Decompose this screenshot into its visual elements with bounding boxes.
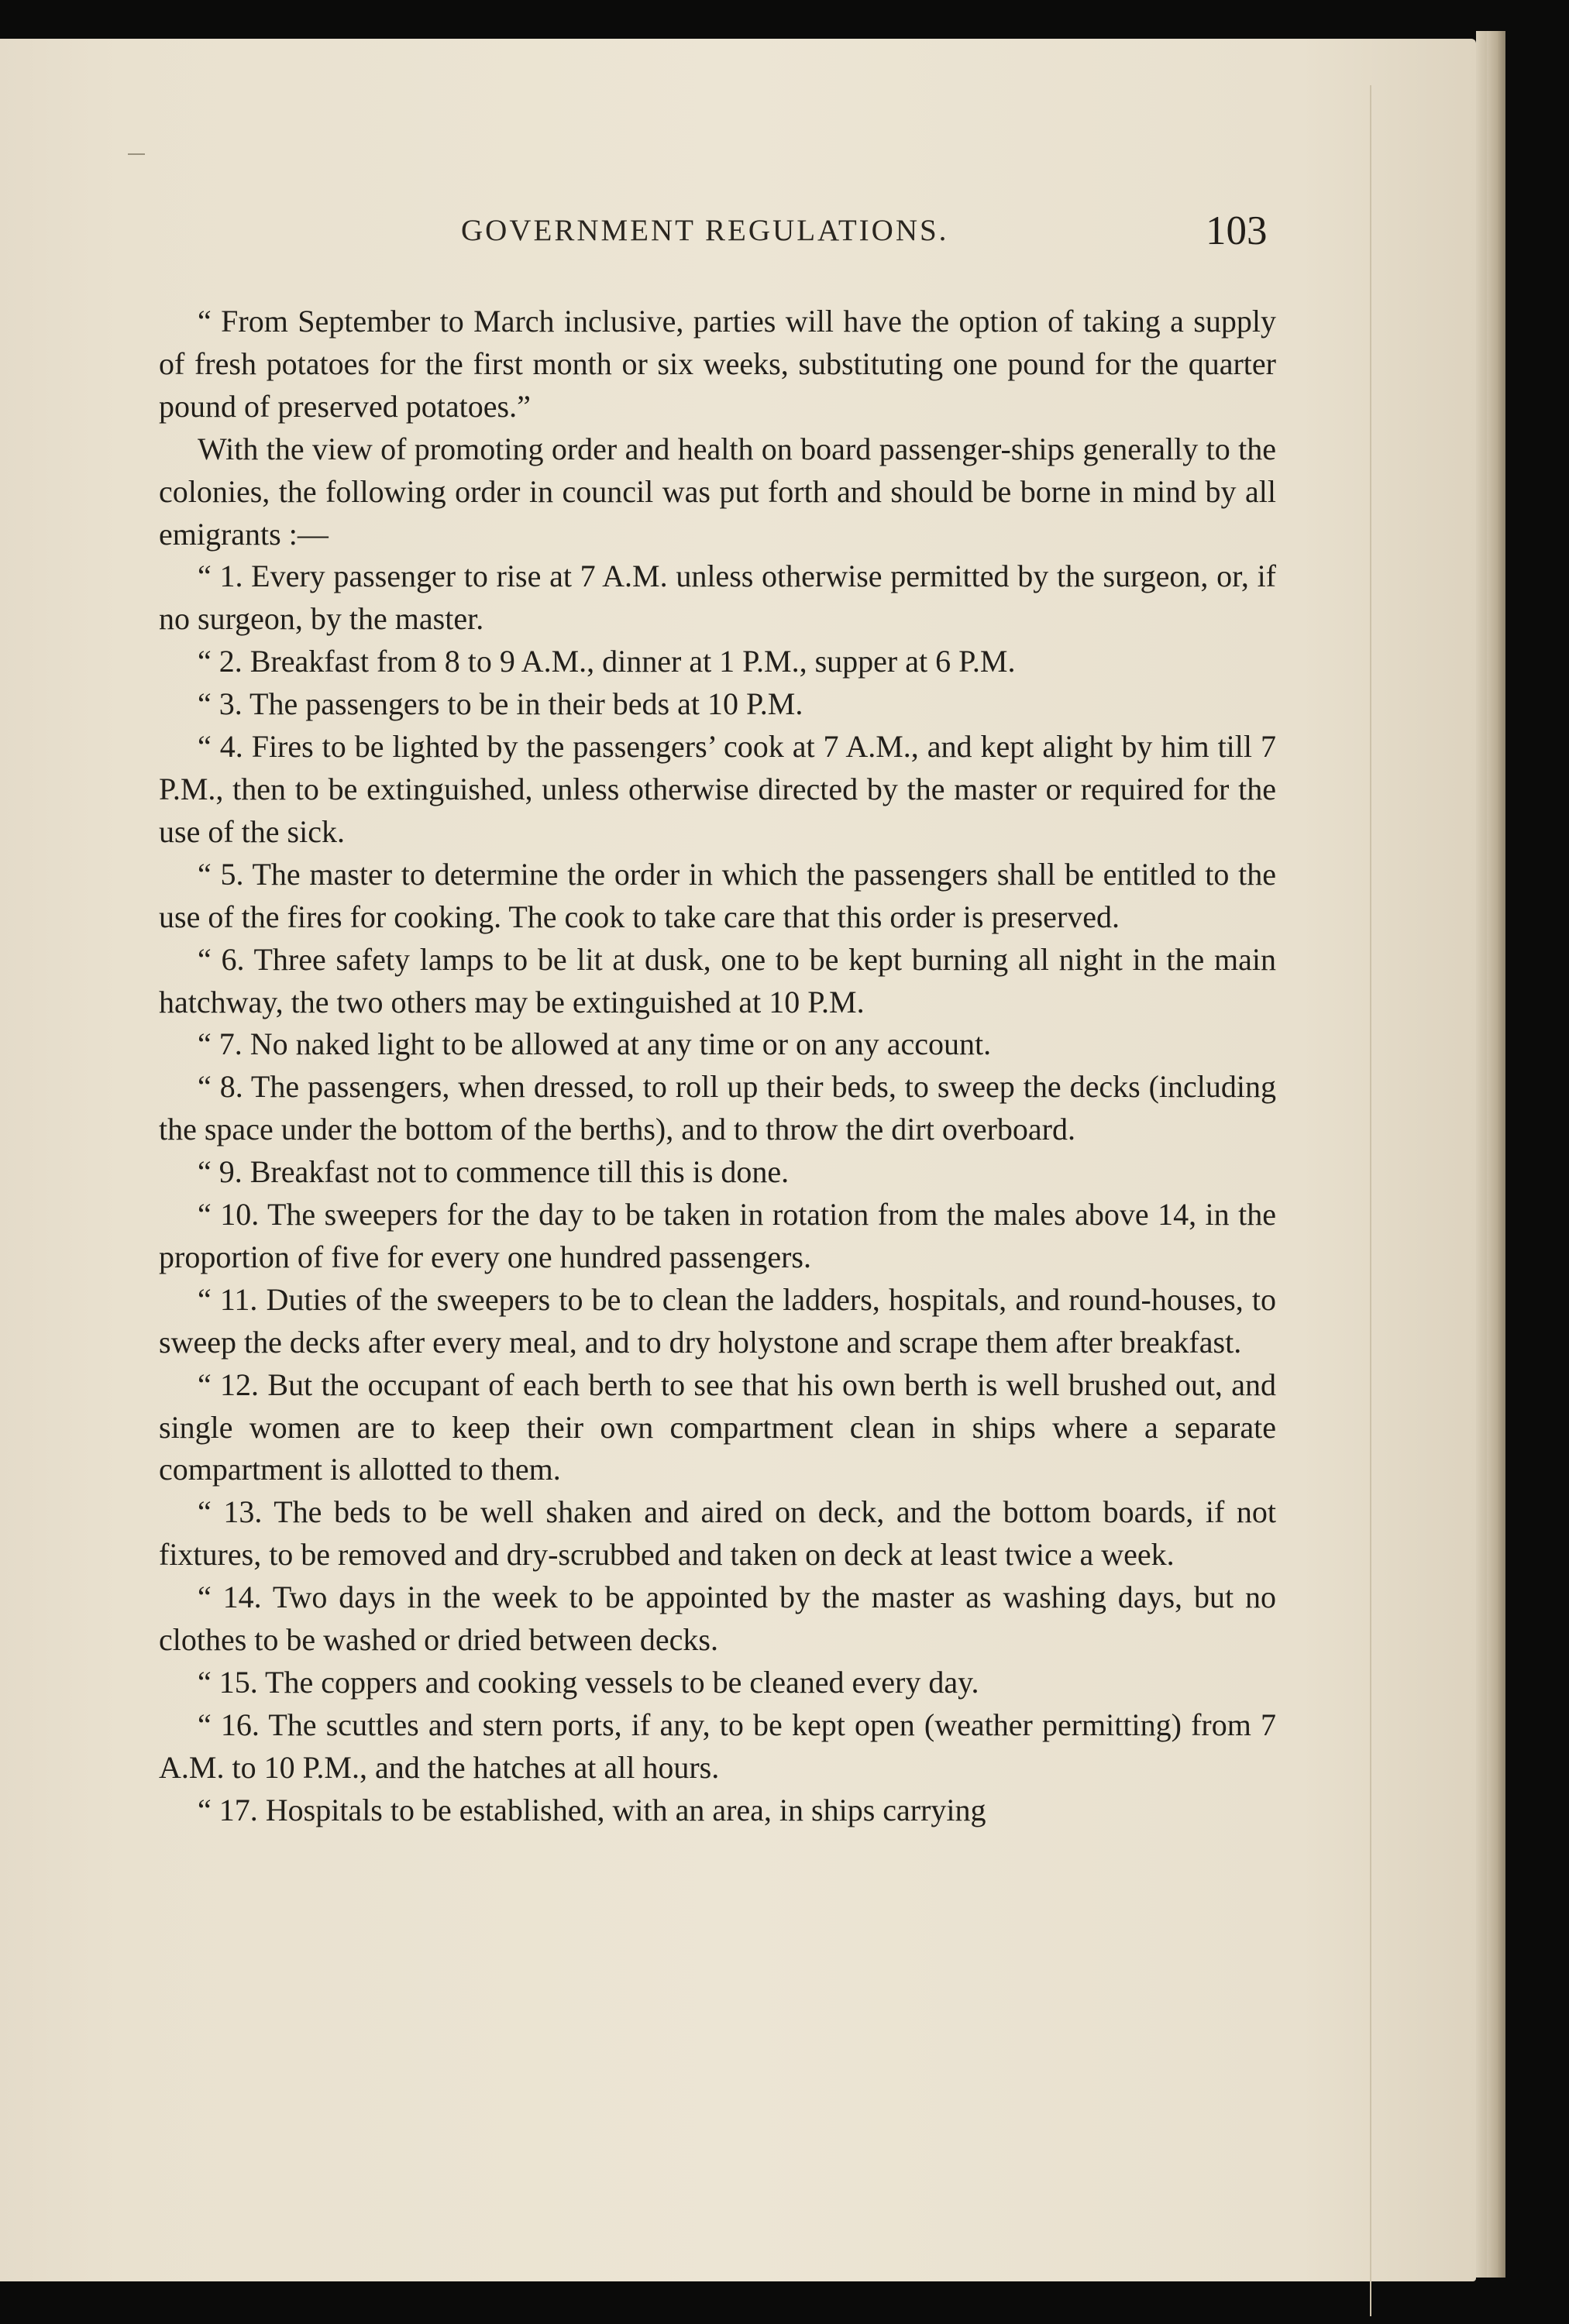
rule-5: “ 5. The master to determine the order in which the passengers shall be entitled to the use of the fires for cooking. The cook to take care that this order is preserved. (159, 856, 1276, 934)
rule-10: “ 10. The sweepers for the day to be taken in rotation from the males above 14, in the proportion of five for every one hundred passengers. (159, 1197, 1276, 1274)
book-page (0, 39, 1476, 2281)
rule-8: “ 8. The passengers, when dressed, to roll up their beds, to sweep the decks (including the space under the bottom of the berths), and to throw the dirt overboard. (159, 1069, 1276, 1147)
rule-7: “ 7. No naked light to be allowed at any time or on any account. (198, 1026, 992, 1062)
paragraph: With the view of promoting order and health on board passenger-ships generally to the colonies, the following order in council was put forth and should be borne in mind by all emigrants :— (159, 431, 1276, 552)
page-edge (1498, 31, 1505, 2278)
rule-13: “ 13. The beds to be well shaken and aired on deck, and the bottom boards, if not fixtures, to be removed and dry-scrubbed and taken on deck at least twice a week. (159, 1494, 1276, 1573)
rule-11: “ 11. Duties of the sweepers to be to clean the ladders, hospitals, and round-houses, to sweep the decks after every meal, and to dry holystone and scrape them after breakfast. (159, 1281, 1276, 1360)
rule-16: “ 16. The scuttles and stern ports, if any, to be kept open (weather permitting) from 7 A.M. to 10 P.M., and the hatches at all hours. (159, 1707, 1276, 1785)
rule-3: “ 3. The passengers to be in their beds at 10 P.M. (198, 686, 803, 722)
page-edge (1476, 31, 1487, 2278)
gutter-line (1370, 85, 1371, 2316)
rule-17: “ 17. Hospitals to be established, with an area, in ships carrying (198, 1792, 986, 1827)
rule-14: “ 14. Two days in the week to be appointed by the master as washing days, but no clothes to be washed or dried between decks. (159, 1580, 1276, 1658)
page-number: 103 (1206, 208, 1268, 253)
rule-1: “ 1. Every passenger to rise at 7 A.M. unless otherwise permitted by the surgeon, or, if no surgeon, by the master. (159, 559, 1276, 637)
running-title: GOVERNMENT REGULATIONS. (461, 214, 949, 247)
body-text (159, 301, 1276, 1832)
margin-mark (128, 153, 145, 155)
paragraph: “ From September to March inclusive, parties will have the option of taking a supply of fresh potatoes for the first month or six weeks, substituting one pound for the quarter pound of preserved potatoes.” (159, 304, 1276, 424)
page-edge (1487, 31, 1498, 2278)
rule-2: “ 2. Breakfast from 8 to 9 A.M., dinner at 1 P.M., supper at 6 P.M. (198, 644, 1016, 679)
rule-12: “ 12. But the occupant of each berth to see that his own berth is well brushed out, and single women are to keep their own compartment clean in ships where a separate compartment is allotted to them. (159, 1367, 1276, 1487)
rule-6: “ 6. Three safety lamps to be lit at dusk, one to be kept burning all night in the main hatchway, the two others may be extinguished at 10 P.M. (159, 941, 1276, 1019)
rule-9: “ 9. Breakfast not to commence till this is done. (198, 1154, 790, 1190)
rule-15: “ 15. The coppers and cooking vessels to be cleaned every day. (198, 1665, 979, 1700)
rule-4: “ 4. Fires to be lighted by the passengers’ cook at 7 A.M., and kept alight by him till 7 P.M., then to be extinguished, unless otherwise directed by the master or required for the use of the sick. (159, 729, 1276, 849)
